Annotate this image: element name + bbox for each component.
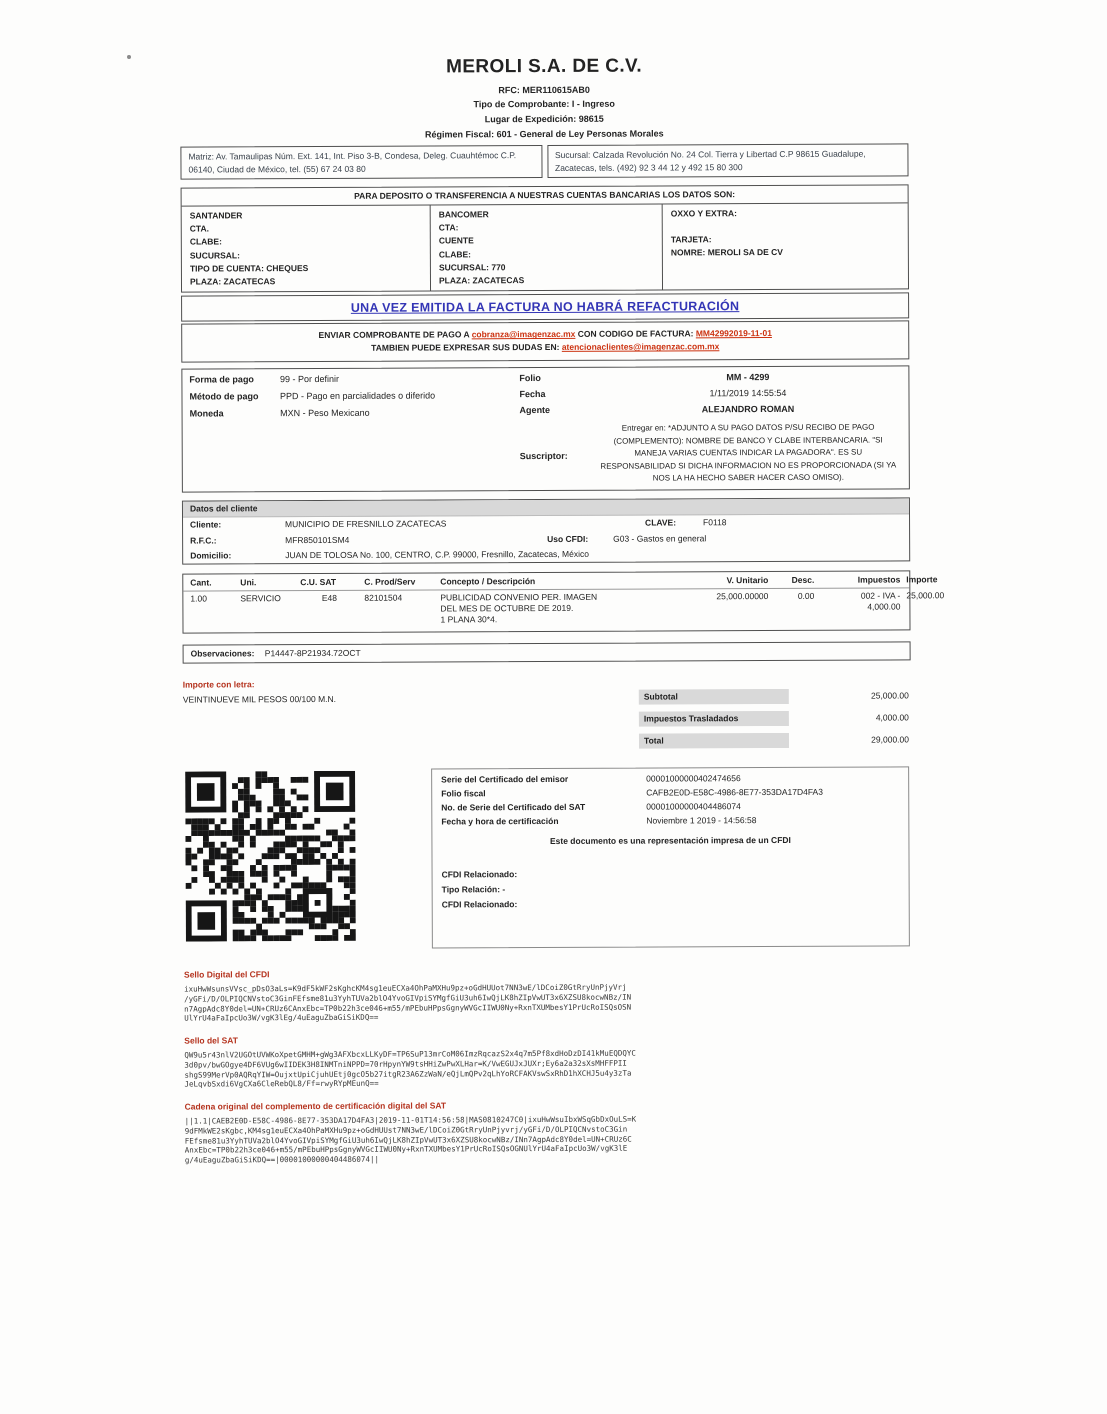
address-matriz: Matriz: Av. Tamaulipas Núm. Ext. 141, Int. Piso 3-B, Condesa, Deleg. Cuauhtémoc C.P. 06140, Ciudad de México, tel. (55) 67 24 03 80 [180, 145, 542, 179]
client-section-title: Datos del cliente [183, 499, 909, 518]
bank-name-oxxo: OXXO Y EXTRA: [670, 208, 738, 219]
cadena-line-4: AnxEbc=TP0b22h3ce046+m55/mPEbuHPpsGgnyWVGcIIWU0Ny+RxnTXUMbesY1PrUcRoISQsOGNUlYrU4aFaIpcUo3W/vgK3lE [184, 1144, 628, 1155]
bancomer-cta: CTA: [438, 222, 459, 233]
domicilio-label: Domicilio: [190, 549, 232, 561]
cfdi-relacionado-1: CFDI Relacionado: [441, 869, 518, 880]
client-row-3 [183, 545, 909, 563]
sello-cfdi-line-3: n7AgpAdc8Y0del=UN+CRUz6CAnxEbc=TP0b22h3ce046+m55/mPEbuHPpsGgnyWVGcIIWU0Ny+RxnTXUMbesY1PrUcRoISQsOSN [184, 1002, 632, 1014]
comprobante-type: Tipo de Comprobante: I - Ingreso [473, 99, 615, 110]
payment-right-values [594, 372, 901, 485]
subtotal-row [639, 688, 911, 704]
line-items-table [182, 570, 945, 633]
col-uni: Uni. [240, 576, 257, 587]
cert-serie-row [441, 772, 899, 785]
moneda-value: MXN - Peso Mexicano [280, 407, 370, 419]
forma-de-pago-label: Forma de pago [189, 374, 254, 386]
forma-de-pago-value: 99 - Por definir [279, 374, 339, 385]
subtotal-label: Subtotal [639, 689, 789, 705]
clave-label: CLAVE: [645, 517, 677, 529]
regimen-fiscal: Régimen Fiscal: 601 - General de Ley Personas Morales [425, 128, 664, 140]
spacer [671, 220, 900, 234]
item-concepto-line-2: DEL MES DE OCTUBRE DE 2019. [440, 602, 574, 614]
santander-tipo-cuenta: TIPO DE CUENTA: CHEQUES [189, 262, 309, 274]
col-concepto: Concepto / Descripción [440, 575, 536, 587]
fecha-certificacion-row [441, 815, 899, 828]
cert-serie-label: Serie del Certificado del emisor [441, 773, 569, 785]
sello-cfdi-line-4: UlYrU4aFaIpcUo3W/vgK3lEg/4uEaguZbaGiSiKDQ== [184, 1013, 379, 1023]
bank-name-bancomer: BANCOMER [438, 209, 489, 220]
item-cu-sat: E48 [321, 592, 337, 603]
sello-sat-text [184, 1047, 912, 1089]
col-impuestos: Impuestos [857, 574, 901, 585]
amount-in-words-label: Importe con letra: [182, 679, 255, 690]
company-rfc: RFC: MER110615AB0 [498, 84, 590, 95]
observations-label: Observaciones: [190, 648, 255, 659]
item-uni: SERVICIO [240, 592, 281, 604]
certificate-details-box [431, 766, 910, 948]
item-impuestos-line-2: 4,000.00 [867, 601, 901, 612]
impuestos-trasladados-row [639, 710, 911, 726]
metodo-de-pago-row [189, 390, 519, 403]
folio-fiscal-label: Folio fiscal [441, 788, 486, 799]
sello-cfdi-title: Sello Digital del CFDI [183, 969, 270, 980]
company-name: MEROLI S.A. DE C.V. [446, 55, 643, 78]
invoice-header [180, 53, 908, 142]
sello-sat-section [184, 1032, 912, 1089]
bank-bancomer [430, 205, 662, 291]
cadena-original-text [185, 1114, 913, 1166]
certification-section [183, 766, 912, 957]
total-row [639, 732, 911, 748]
address-sucursal: Sucursal: Calzada Revolución No. 24 Col. Tierra y Libertad C.P 98615 Guadalupe, Zacatecas, tels. (492) 92 3 44 12 y 492 15 80 300 [547, 144, 909, 178]
observations-value: P14447-8P21934.72OCT [264, 647, 361, 659]
client-rfc-value: MFR850101SM4 [285, 534, 350, 545]
folio-fiscal-value: CAFB2E0D-E58C-4986-8E77-353DA17D4FA3 [646, 786, 823, 798]
no-refacturacion-banner [181, 293, 909, 322]
metodo-de-pago-value: PPD - Pago en parcialidades o diferido [279, 390, 436, 402]
cadena-line-2: 9dFMkWE2sKgbc,KM4sg1euECXa4OhPaMXHu9pz+oGdHUUst7NN3wE/lDCoiZ0GtRryUnPjyvrj/yGFi/D/OLPIQCNvstoC3Gin [184, 1124, 628, 1136]
cfdi-relacionado-2: CFDI Relacionado: [441, 899, 518, 910]
col-v-unitario: V. Unitario [726, 574, 769, 585]
factura-code-link[interactable]: MM42992019-11-01 [695, 328, 772, 339]
atencion-email-link[interactable]: atencionaclientes@imagenzac.com.mx [561, 341, 720, 353]
enviar-line-2 [184, 341, 906, 355]
uso-cfdi-label: Uso CFDI: [547, 533, 589, 544]
domicilio-value: JUAN DE TOLOSA No. 100, CENTRO, C.P. 99000, Fresnillo, Zacatecas, México [285, 548, 589, 560]
folio-fiscal-row [441, 787, 899, 800]
col-desc: Desc. [791, 574, 815, 585]
payment-left-column [189, 374, 519, 487]
sello-cfdi-line-1: ixuHwWsunsVVsc_pDsO3aLs=K9dF5kWF2sKghcKM4sg1euECXa4OhPaMXHu9pz+oGdHUUot7NN3wE/lDCoiZ0GtRryUnPjyVrj [184, 982, 627, 994]
impuestos-trasladados-label: Impuestos Trasladados [639, 711, 789, 727]
item-v-unitario: 25,000.00000 [716, 590, 769, 601]
qr-code [185, 771, 356, 942]
amount-in-words [183, 677, 639, 757]
item-concepto [437, 591, 683, 625]
entregar-instructions: Entregar en: *ADJUNTO A SU PAGO DATOS P/SU RECIBO DE PAGO (COMPLEMENTO): NOMBRE DE BANCO Y CLABE INTERBANCARIA. "SI MANEJA VARIAS CUENTAS INDICAR LA PAGADORA". ES SU RESPONSABILIDAD SI DICHA INFORMACION NO ES PROPORCIONADA (SI YA NOS LA HA HECHO SABER HACER CASO OMISO). [600, 423, 897, 483]
col-cu-sat: C.U. SAT [300, 576, 337, 587]
sello-sat-line-1: QW9u5r43nlV2UGOtUVWKoXpetGMHM+gWg3AFXbcxLLKyDF=TP6SuP13mrCoM06ImzRqcazS2x4q7m5Pf8xdHoDzDI41kMuEQDQYC [184, 1048, 636, 1060]
payment-middle-labels [519, 373, 594, 485]
folio-value: MM - 4299 [726, 372, 770, 383]
cfdi-related-block [442, 866, 900, 913]
item-impuestos-line-1: 002 - IVA - [860, 590, 901, 601]
tipo-relacion: Tipo Relación: - [441, 884, 506, 895]
payment-details-box [181, 366, 910, 493]
folio-label: Folio [519, 373, 541, 384]
uso-cfdi-value: G03 - Gastos en general [613, 532, 707, 544]
bancomer-cuente: CUENTE [438, 235, 474, 246]
sat-serie-label: No. de Serie del Certificado del SAT [441, 801, 586, 813]
sello-cfdi-line-2: /yGFi/D/OLPIQCNVstoC3GinFEfsme81u3YyhTUVa2blO4YvoGIVpiSYMgfGiU3uh6IwQjLK8hZIpVwUT3x6XZSU8kocwNBz/IN [184, 992, 632, 1004]
sello-sat-line-4: JeLqvbSxdi6VgCXa6CleRebQL8/Ff=rwyRYpMEunQ== [184, 1079, 379, 1089]
oxxo-tarjeta: TARJETA: [670, 234, 712, 245]
observations-box [183, 641, 911, 663]
impuestos-trasladados-value: 4,000.00 [875, 712, 909, 723]
bancomer-plaza: PLAZA: ZACATECAS [438, 275, 525, 286]
sello-sat-line-2: 3d0pv/bwGOgye4DF6VUg6wIIDEK3H8INMTniNPPD=70rHpynYW9tsHHiZwPwXLHar=K/VwEGUJxJUXr;Ey6a2a32sXsMHFFPII [184, 1058, 627, 1070]
scan-artifact [127, 55, 131, 59]
cadena-line-3: FEfsme81u3YyhTUVa2blO4YvoGIVpiSYMgfGiU3uh6IwQjLK8hZIpVwUT3x6XZSU8kocwNBz/INn7AgpAdc8Y0del=UN+CRUz6C [184, 1134, 632, 1146]
bancomer-clabe: CLABE: [438, 248, 471, 260]
fecha-certificacion-label: Fecha y hora de certificación [441, 816, 559, 827]
moneda-row [190, 407, 520, 420]
item-impuestos [817, 590, 903, 624]
bank-santander [182, 206, 430, 292]
fecha-certificacion-value: Noviembre 1 2019 - 14:56:58 [646, 815, 757, 826]
santander-cta: CTA. [189, 223, 209, 234]
cadena-line-5: g/4uEaguZbaGiSiKDQ==|00001000000404486074|| [184, 1154, 380, 1165]
bank-oxxo [662, 204, 908, 290]
santander-clabe: CLABE: [189, 236, 222, 248]
moneda-label: Moneda [189, 408, 224, 419]
bank-info-title: PARA DEPOSITO O TRANSFERENCIA A NUESTRAS CUENTAS BANCARIAS LOS DATOS SON: [182, 185, 908, 206]
total-label: Total [639, 733, 789, 749]
fecha-label: Fecha [519, 389, 546, 400]
col-prod-serv: C. Prod/Serv [364, 576, 416, 587]
suscriptor-label: Suscriptor: [519, 451, 568, 462]
item-concepto-line-1: PUBLICIDAD CONVENIO PER. IMAGEN [440, 591, 598, 603]
sello-sat-title: Sello del SAT [184, 1035, 239, 1046]
clave-value: F0118 [703, 517, 727, 528]
item-desc: 0.00 [797, 590, 815, 601]
sat-serie-row [441, 801, 899, 814]
lugar-expedicion: Lugar de Expedición: 98615 [484, 113, 604, 125]
bank-columns [182, 204, 908, 292]
cadena-original-title: Cadena original del complemento de certificación digital del SAT [184, 1100, 447, 1112]
client-rfc-label: R.F.C.: [190, 534, 217, 546]
bank-name-santander: SANTANDER [189, 210, 243, 221]
metodo-de-pago-label: Método de pago [189, 391, 259, 402]
santander-plaza: PLAZA: ZACATECAS [189, 276, 276, 287]
subtotal-value: 25,000.00 [870, 690, 909, 701]
item-importe: 25,000.00 [906, 589, 945, 601]
amount-totals-row [183, 676, 911, 757]
totals-block [639, 688, 911, 755]
oxxo-nombre: NOMRE: MEROLI SA DE CV [670, 247, 783, 258]
enviar-text-mid: CON CODIGO DE FACTURA: [575, 328, 696, 340]
total-value: 29,000.00 [871, 734, 910, 745]
col-importe: Importe [906, 573, 938, 585]
cadena-line-1: ||1.1|CAEB2E0D-E58C-4986-8E77-353DA17D4FA3|2019-11-01T14:56:58|MAS0810247C0|ixuHwWsuIbxWSqGbDxOuLS=K [184, 1114, 637, 1126]
sat-serie-value: 00001000000404486074 [646, 801, 741, 812]
item-prod-serv: 82101504 [364, 592, 403, 603]
agente-value: ALEJANDRO ROMAN [701, 404, 795, 415]
dudas-text-pre: TAMBIEN PUEDE EXPRESAR SUS DUDAS EN: [371, 342, 562, 354]
item-cant: 1.00 [190, 593, 207, 604]
payment-proof-instructions [181, 321, 909, 363]
amount-in-words-value: VEINTINUEVE MIL PESOS 00/100 M.N. [182, 693, 337, 705]
santander-sucursal: SUCURSAL: [189, 249, 240, 261]
no-refacturacion-text: UNA VEZ EMITIDA LA FACTURA NO HABRÁ REFACTURACIÓN [350, 299, 740, 315]
agente-label: Agente [519, 405, 551, 416]
bank-info-box [181, 184, 909, 292]
col-cant: Cant. [190, 577, 212, 588]
enviar-line-1 [184, 328, 906, 342]
bancomer-sucursal: SUCURSAL: 770 [438, 261, 506, 273]
cliente-label: Cliente: [190, 519, 222, 531]
cliente-value: MUNICIPIO DE FRESNILLO ZACATECAS [285, 518, 447, 530]
client-data-box [182, 498, 910, 564]
address-row [180, 144, 908, 180]
item-row [183, 588, 945, 632]
invoice-document [180, 53, 945, 1165]
forma-de-pago-row [189, 374, 519, 387]
item-concepto-line-3: 1 PLANA 30*4. [440, 613, 498, 625]
sello-cfdi-text [184, 981, 912, 1023]
sello-sat-line-3: shgS99MerVp0AQRqYIW=OujxtUpiCjuhUEtj0gcO5b27itgR23A6ZzWaN/eQjLmQPv2qLhYoRCFAKVswSxRhD1hXCHJ5u4y3zTa [184, 1068, 632, 1080]
cfdi-printed-note: Este documento es una representación impresa de un CFDI [549, 835, 791, 847]
cobranza-email-link[interactable]: cobranza@imagenzac.mx [471, 329, 576, 340]
cadena-original-section [185, 1098, 913, 1165]
cert-serie-value: 00001000000402474656 [646, 773, 741, 784]
enviar-text-pre: ENVIAR COMPROBANTE DE PAGO A [318, 329, 472, 341]
sello-cfdi-section [184, 966, 912, 1023]
fecha-value: 1/11/2019 14:55:54 [709, 388, 787, 399]
